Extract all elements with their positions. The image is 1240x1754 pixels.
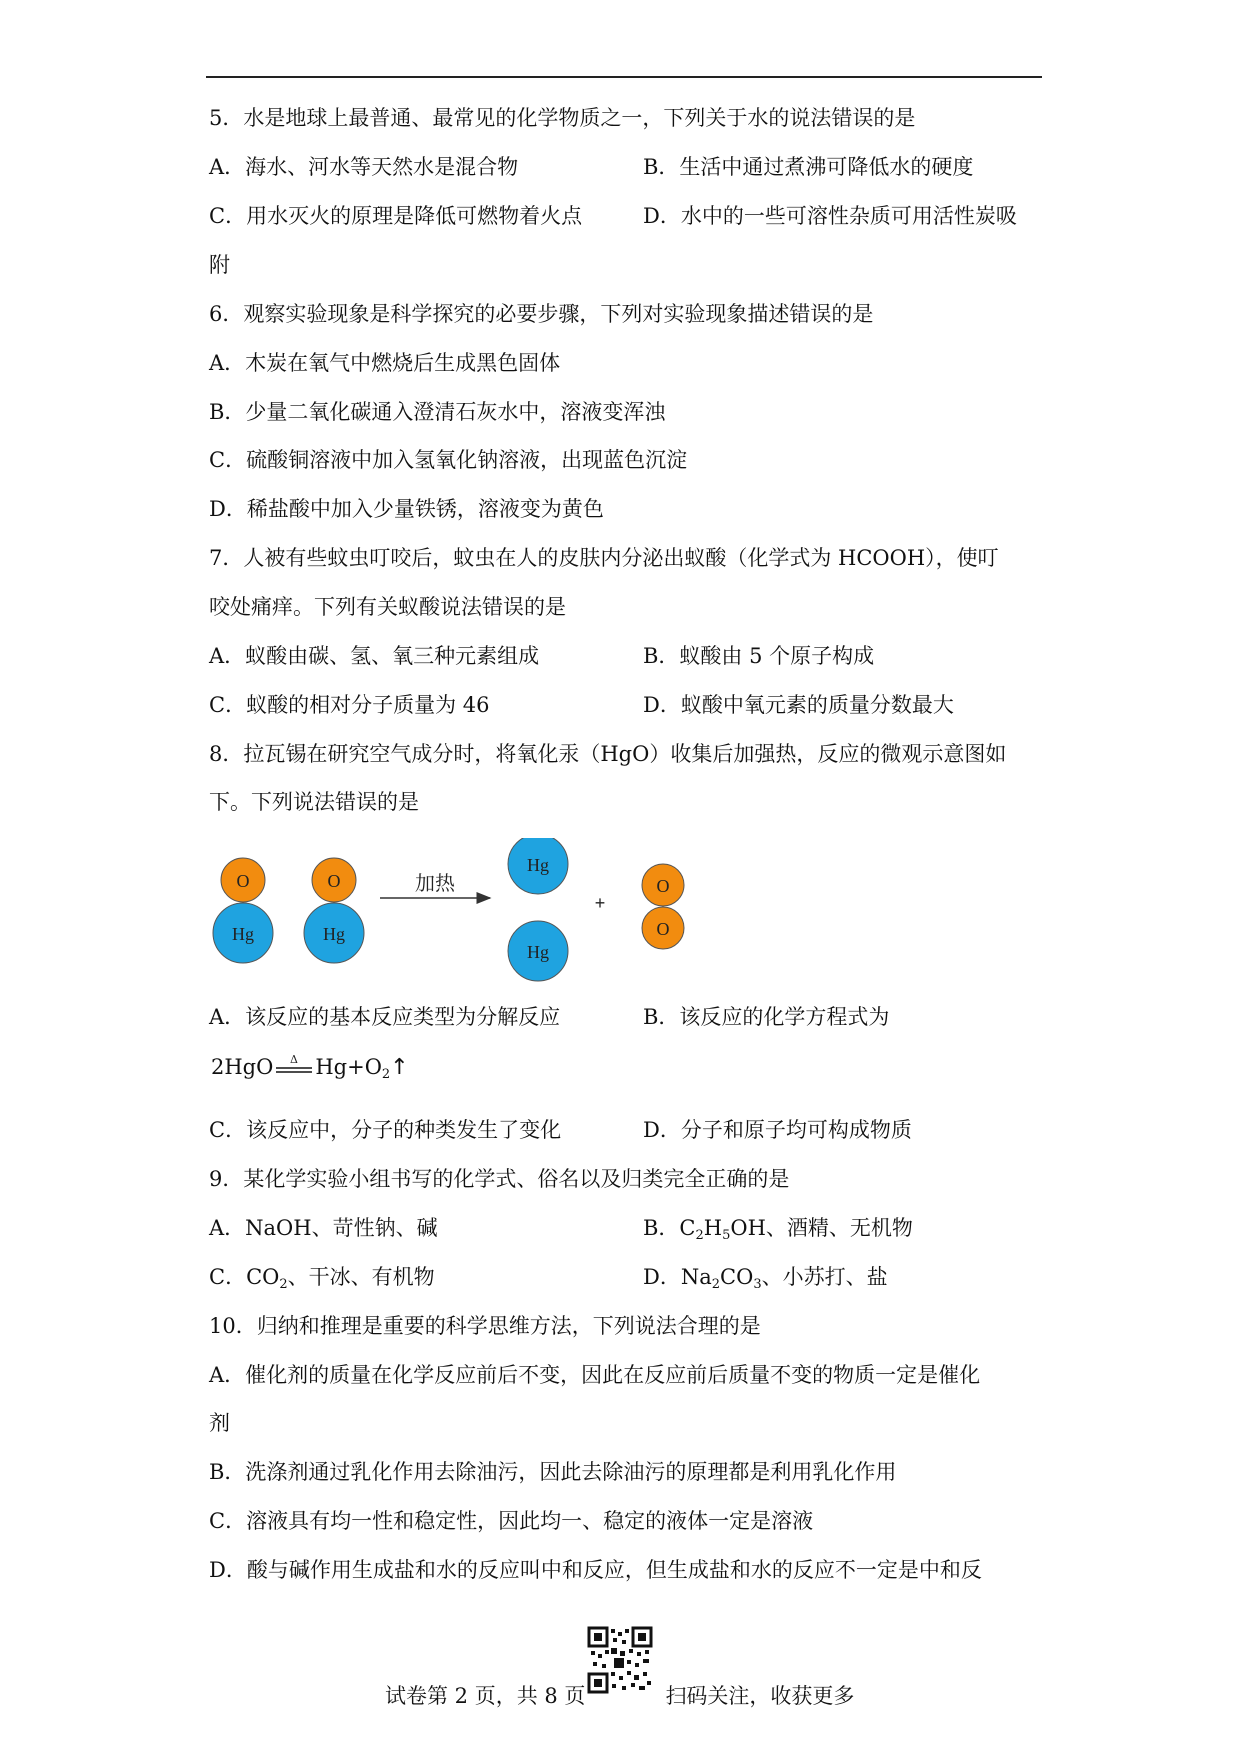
reaction-diagram	[200, 838, 760, 988]
delta-symbol: Δ	[290, 1054, 299, 1066]
q10-option-c: C．溶液具有均一性和稳定性，因此均一、稳定的液体一定是溶液	[209, 1509, 814, 1533]
scan-prompt: 扫码关注，收获更多	[665, 1684, 855, 1708]
q5-stem: 5．水是地球上最普通、最常见的化学物质之一，下列关于水的说法错误的是	[209, 106, 916, 130]
q7-option-d: D．蚁酸中氧元素的质量分数最大	[643, 693, 954, 717]
q10-option-a: A．催化剂的质量在化学反应前后不变，因此在反应前后质量不变的物质一定是催化	[209, 1363, 981, 1387]
oxygen-label: O	[236, 871, 250, 891]
q6-option-c: C．硫酸铜溶液中加入氢氧化钠溶液，出现蓝色沉淀	[209, 448, 688, 472]
oxygen-label: O	[656, 876, 670, 896]
equation-reactant: 2HgO	[211, 1055, 274, 1079]
equation-product: Hg+O	[315, 1055, 382, 1079]
q7-option-a: A．蚁酸由碳、氢、氧三种元素组成	[209, 644, 540, 668]
q10-option-a-cont: 剂	[209, 1411, 230, 1435]
q8-option-b: B．该反应的化学方程式为	[643, 1005, 890, 1029]
q5-option-d: D．水中的一些可溶性杂质可用活性炭吸	[643, 204, 1017, 228]
q5-option-c: C．用水灭火的原理是降低可燃物着火点	[209, 204, 583, 228]
q8-stem: 8．拉瓦锡在研究空气成分时，将氧化汞（HgO）收集后加强热，反应的微观示意图如	[209, 742, 1007, 766]
arrow-label: 加热	[415, 871, 455, 895]
q8-option-a: A．该反应的基本反应类型为分解反应	[209, 1005, 561, 1029]
q7-stem-cont: 咬处痛痒。下列有关蚁酸说法错误的是	[209, 595, 566, 619]
q10-stem: 10．归纳和推理是重要的科学思维方法，下列说法合理的是	[209, 1314, 761, 1338]
q5-option-b: B．生活中通过煮沸可降低水的硬度	[643, 155, 974, 179]
q6-stem: 6．观察实验现象是科学探究的必要步骤，下列对实验现象描述错误的是	[209, 302, 874, 326]
q6-option-d: D．稀盐酸中加入少量铁锈，溶液变为黄色	[209, 497, 604, 521]
mercury-label: Hg	[323, 924, 345, 944]
q10-option-b: B．洗涤剂通过乳化作用去除油污，因此去除油污的原理都是利用乳化作用	[209, 1460, 897, 1484]
equation-double-bar	[275, 1054, 313, 1079]
equation-subscript: 2	[381, 1067, 391, 1082]
mercury-label: Hg	[527, 942, 549, 962]
q5-option-d-cont: 附	[209, 253, 230, 277]
page-footer	[385, 1680, 854, 1710]
q9-option-d: D．$Na_2CO_3$、小苏打、盐	[643, 1265, 888, 1292]
oxygen-label: O	[656, 919, 670, 939]
q9-stem: 9．某化学实验小组书写的化学式、俗名以及归类完全正确的是	[209, 1167, 790, 1191]
chemical-equation	[211, 1054, 409, 1088]
q7-option-c: C．蚁酸的相对分子质量为 46	[209, 693, 490, 717]
page-number: 试卷第 2 页，共 8 页	[385, 1684, 586, 1708]
mercury-label: Hg	[232, 924, 254, 944]
q8-stem-cont: 下。下列说法错误的是	[209, 790, 419, 814]
q5-option-a: A．海水、河水等天然水是混合物	[209, 155, 519, 179]
q9-option-b: B．$C_2H_5OH$、酒精、无机物	[643, 1216, 913, 1243]
q9-option-a: A．NaOH、苛性钠、碱	[209, 1216, 438, 1240]
q8-option-c: C．该反应中，分子的种类发生了变化	[209, 1118, 562, 1142]
q9-option-c: C．$CO_2$、干冰、有机物	[209, 1265, 435, 1292]
mercury-label: Hg	[527, 855, 549, 875]
q8-option-d: D．分子和原子均可构成物质	[643, 1118, 912, 1142]
q10-option-d: D．酸与碱作用生成盐和水的反应叫中和反应，但生成盐和水的反应不一定是中和反	[209, 1558, 982, 1582]
header-rule	[206, 76, 1042, 78]
gas-arrow: ↑	[390, 1055, 409, 1080]
q7-option-b: B．蚁酸由 5 个原子构成	[643, 644, 875, 668]
q6-option-a: A．木炭在氧气中燃烧后生成黑色固体	[209, 351, 561, 375]
plus-sign: +	[594, 893, 606, 913]
q7-stem: 7．人被有些蚊虫叮咬后，蚊虫在人的皮肤内分泌出蚁酸（化学式为 HCOOH），使叮	[209, 546, 999, 570]
q6-option-b: B．少量二氧化碳通入澄清石灰水中，溶液变浑浊	[209, 400, 666, 424]
oxygen-label: O	[327, 871, 341, 891]
